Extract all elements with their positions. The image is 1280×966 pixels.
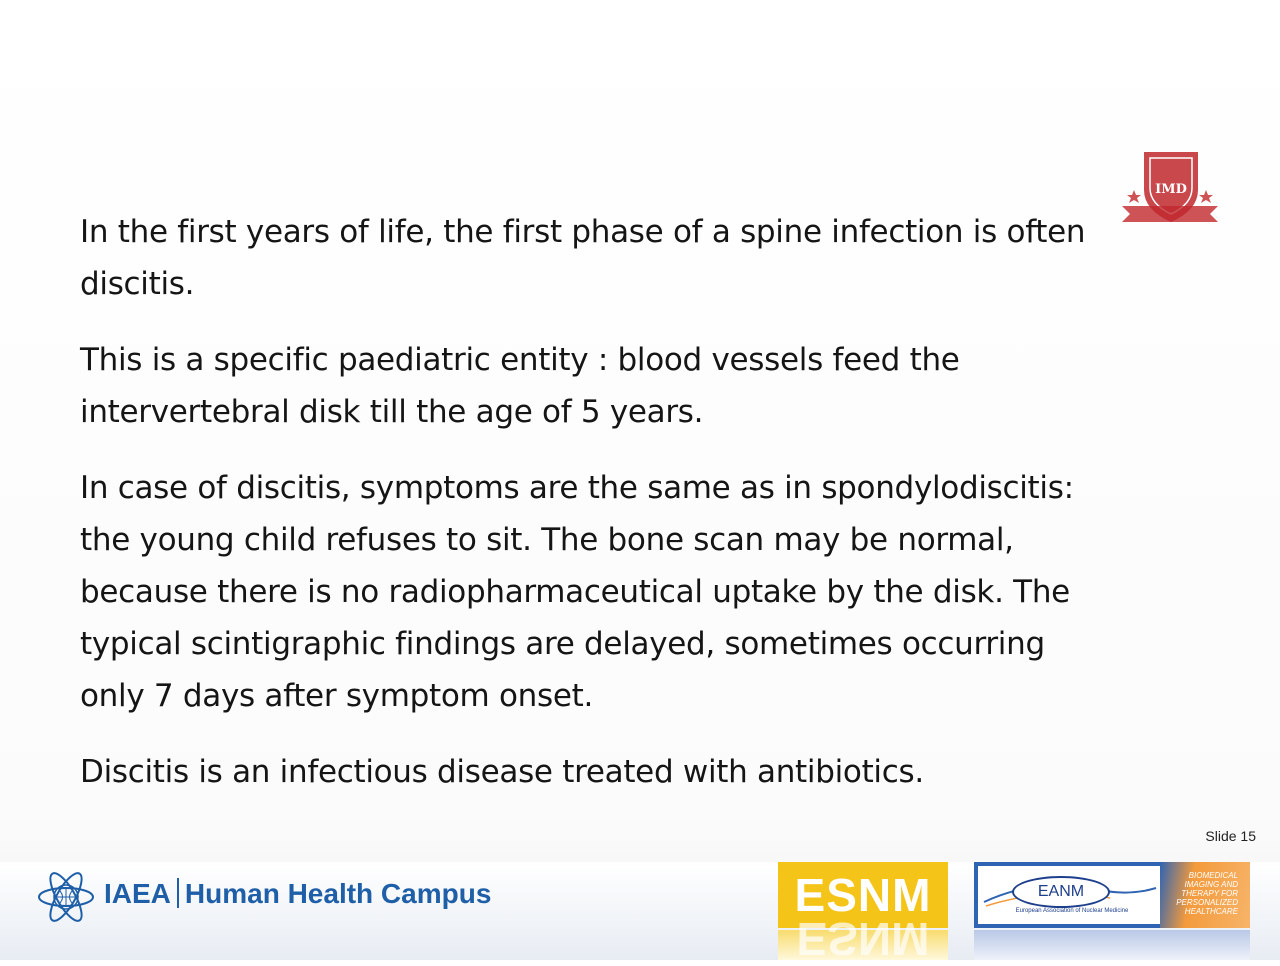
iaea-name: IAEA [104,878,171,909]
esnm-label: ESNM [794,869,932,921]
iaea-atom-logo-icon [36,870,96,924]
eanm-label: EANM [1012,876,1110,908]
eanm-tagline [1160,862,1250,928]
tagline-line: IMAGING AND [1184,880,1238,889]
eanm-logo-reflection [974,930,1250,960]
text-line: In case of discitis, symptoms are the same as in spondylodiscitis: [80,470,1074,506]
slide-body [80,206,1230,822]
text-line: only 7 days after symptom onset. [80,678,594,714]
paragraph-2 [80,334,1230,438]
tagline-line: HEALTHCARE [1184,907,1238,916]
paragraph-1 [80,206,1230,310]
eanm-logo [974,862,1250,928]
esnm-logo-reflection [778,913,948,965]
eanm-caption: European Association of Nuclear Medicine [1015,908,1129,914]
tagline-line: PERSONALIZED [1176,898,1238,907]
esnm-reflection-label: ESNM [796,913,930,965]
campus-name: Human Health Campus [184,878,492,909]
iaea-campus-logo [104,878,491,910]
text-line: discitis. [80,266,195,302]
tagline-line: THERAPY FOR [1181,889,1238,898]
logo-divider [177,878,179,908]
eanm-logo-panel [978,866,1160,924]
paragraph-3 [80,462,1230,722]
text-line: the young child refuses to sit. The bone scan may be normal, [80,522,1014,558]
paragraph-4 [80,746,1230,798]
text-line: In the first years of life, the first phase of a spine infection is often [80,214,1086,250]
text-line: Discitis is an infectious disease treated with antibiotics. [80,754,924,790]
text-line: typical scintigraphic findings are delayed, sometimes occurring [80,626,1045,662]
text-line: This is a specific paediatric entity : blood vessels feed the [80,342,960,378]
watermark-text: IMD [1155,182,1187,197]
text-line: intervertebral disk till the age of 5 years. [80,394,704,430]
tagline-line: BIOMEDICAL [1188,871,1238,880]
slide-number: Slide 15 [1205,828,1256,844]
text-line: because there is no radiopharmaceutical uptake by the disk. The [80,574,1070,610]
